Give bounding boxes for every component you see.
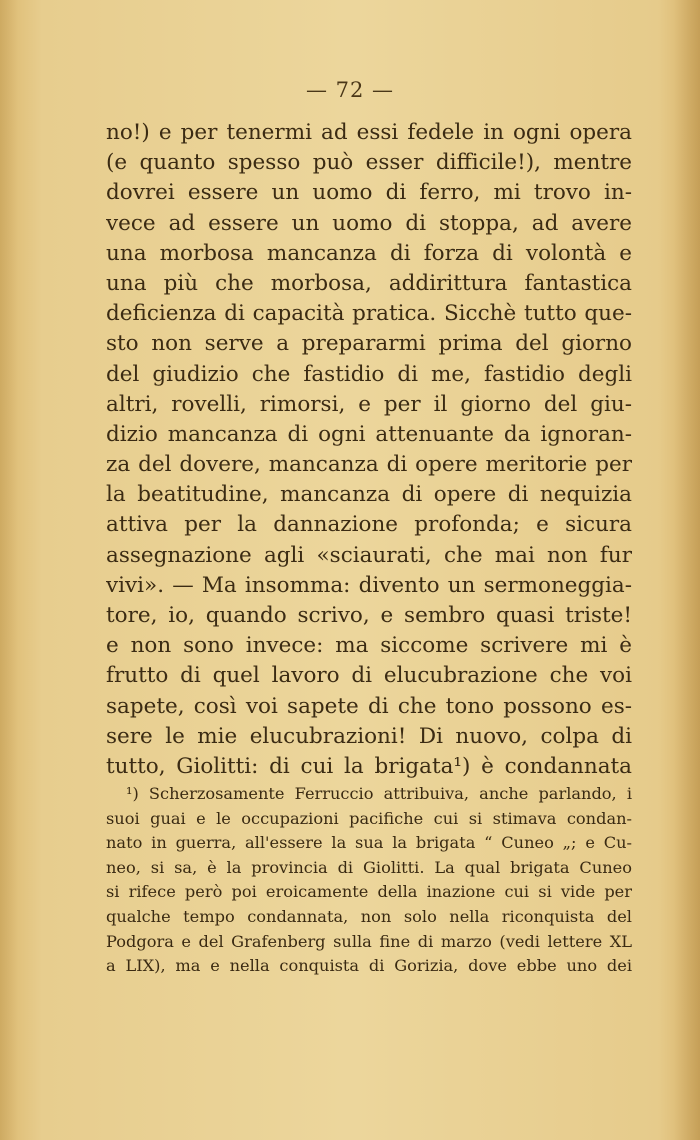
page-right-edge (674, 0, 700, 1140)
page-number: — 72 — (305, 78, 395, 102)
body-line: altri, rovelli, rimorsi, e per il giorno del giu- (106, 391, 632, 417)
body-line: sto non serve a prepararmi prima del giorno (106, 331, 632, 357)
body-line: deficienza di capacità pratica. Sicchè tutto que- (106, 301, 632, 327)
body-line: vece ad essere un uomo di stoppa, ad avere (106, 210, 632, 236)
body-text (106, 118, 632, 782)
footnote-line: nato in guerra, all'essere la sua la brigata “ Cuneo „; e Cu- (106, 833, 632, 853)
body-line: tutto, Giolitti: di cui la brigata¹) è condannata (106, 753, 632, 779)
body-line: sapete, così voi sapete di che tono possono es- (106, 693, 632, 719)
footnote-line: neo, si sa, è la provincia di Giolitti. La qual brigata Cuneo (106, 857, 632, 877)
body-line: (e quanto spesso può esser difficile!), mentre (106, 150, 632, 176)
body-line: frutto di quel lavoro di elucubrazione che voi (106, 663, 632, 689)
body-line: attiva per la dannazione profonda; e sicura (106, 512, 632, 538)
footnote-line: qualche tempo condannata, non solo nella riconquista del (106, 906, 632, 926)
page-left-edge (0, 0, 18, 1140)
body-line: za del dovere, mancanza di opere meritorie per (106, 452, 632, 478)
body-line: dizio mancanza di ogni attenuante da ignoran- (106, 421, 632, 447)
footnote-line: Podgora e del Grafenberg sulla fine di marzo (vedi lettere XL (106, 931, 632, 951)
body-line: dovrei essere un uomo di ferro, mi trovo in- (106, 180, 632, 206)
body-line: e non sono invece: ma siccome scrivere mi è (106, 633, 632, 659)
body-line: assegnazione agli «sciaurati, che mai non fur (106, 542, 632, 568)
body-line: sere le mie elucubrazioni! Di nuovo, colpa di (106, 723, 632, 749)
footnote-line: a LIX), ma e nella conquista di Gorizia, dove ebbe uno dei (106, 956, 632, 976)
body-line: la beatitudine, mancanza di opere di nequizia (106, 482, 632, 508)
footnote-line: si rifece però poi eroicamente della inazione cui si vide per (106, 882, 632, 902)
body-line: una più che morbosa, addirittura fantastica (106, 270, 632, 296)
body-line: vivi». — Ma insomma: divento un sermoneggia- (106, 572, 632, 598)
body-line: tore, io, quando scrivo, e sembro quasi triste! (106, 603, 632, 628)
footnote (106, 782, 632, 979)
body-line: una morbosa mancanza di forza di volontà e (106, 240, 632, 266)
body-line: del giudizio che fastidio di me, fastidio degli (106, 361, 632, 387)
body-line: no!) e per tenermi ad essi fedele in ogni opera (106, 120, 632, 145)
footnote-line: suoi guai e le occupazioni pacifiche cui si stimava condan- (106, 808, 632, 828)
footnote-line: ¹) Scherzosamente Ferruccio attribuiva, anche parlando, i (126, 784, 632, 803)
